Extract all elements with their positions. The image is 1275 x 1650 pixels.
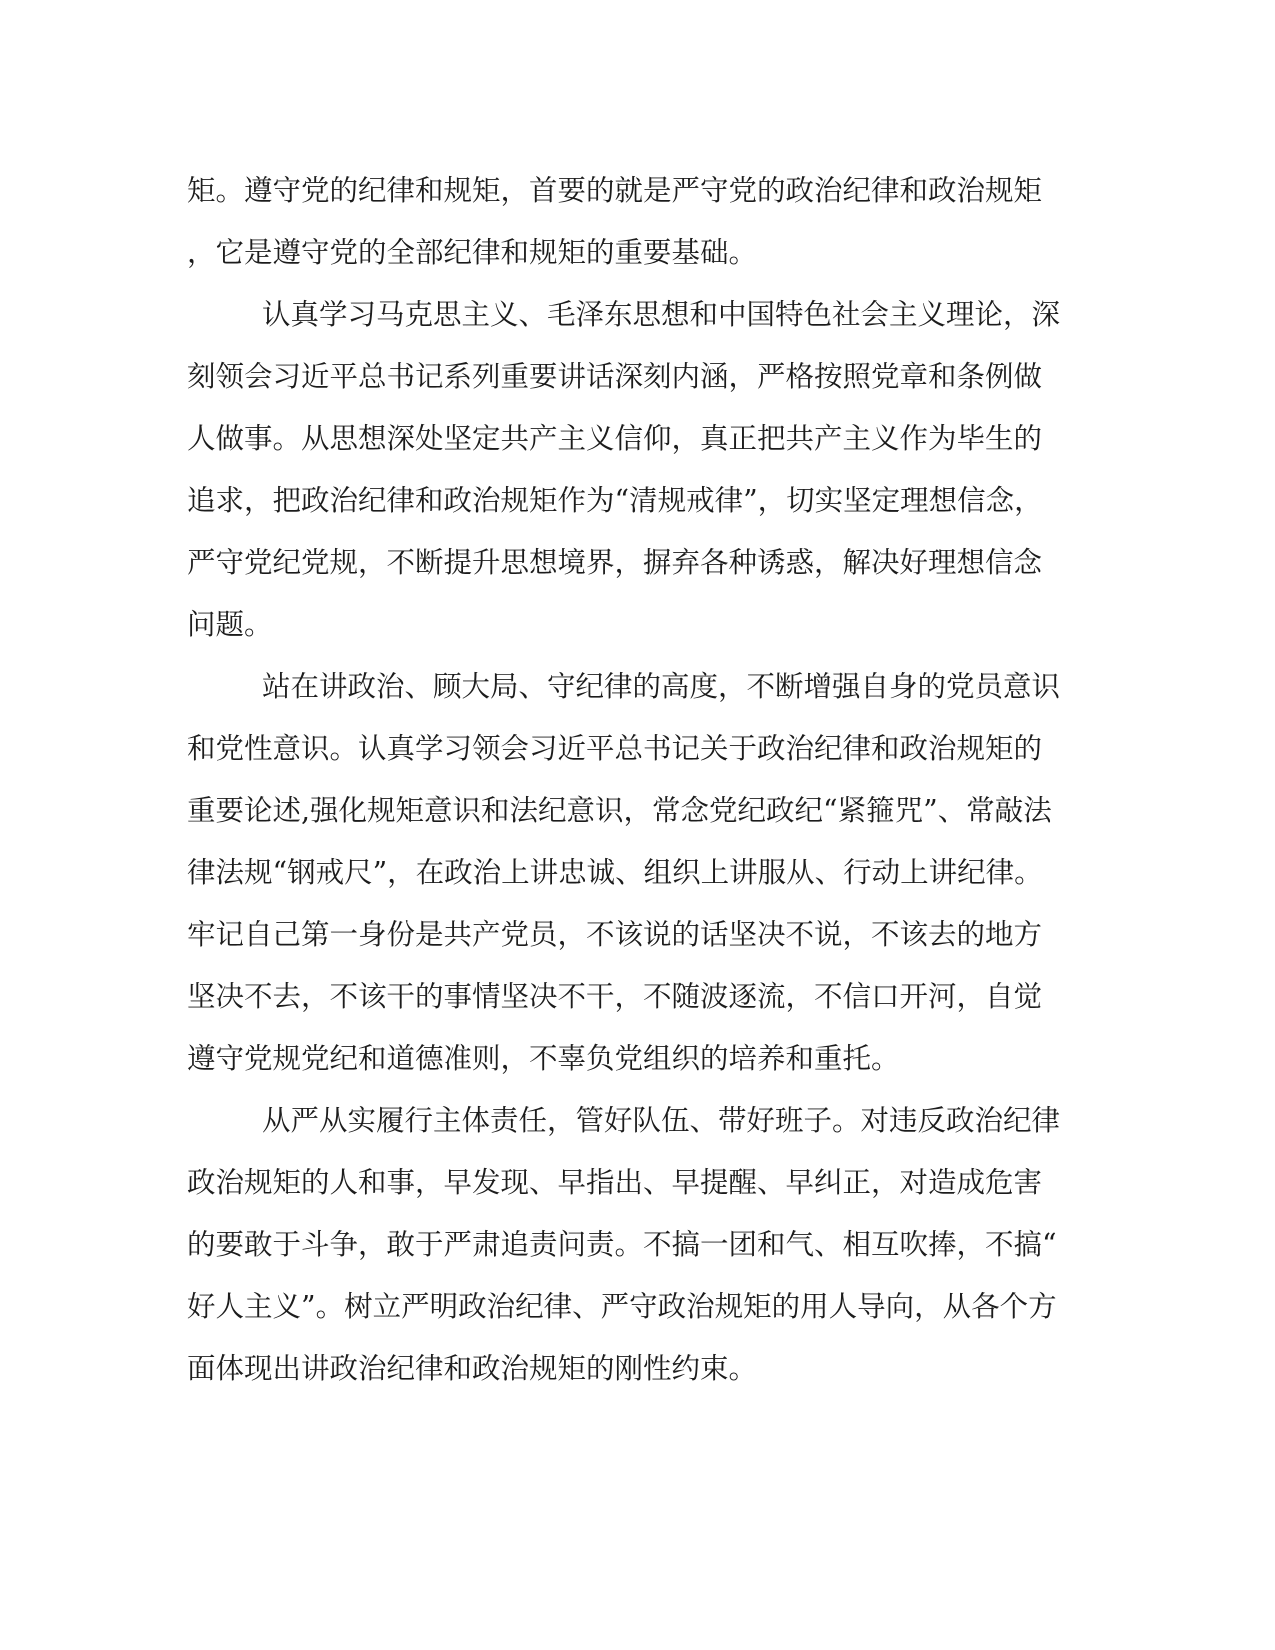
paragraph-2-line-6: 问题。: [187, 608, 273, 641]
paragraph-1-line-1: 矩。遵守党的纪律和规矩，首要的就是严守党的政治纪律和政治规矩: [187, 174, 1043, 207]
document-body: [187, 160, 1087, 1400]
paragraph-4-line-2: 政治规矩的人和事，早发现、早指出、早提醒、早纠正，对造成危害: [187, 1166, 1043, 1199]
paragraph-3-line-3: 重要论述,强化规矩意识和法纪意识，常念党纪政纪“紧箍咒”、常敲法: [187, 794, 1052, 827]
paragraph-3-line-6: 坚决不去，不该干的事情坚决不干，不随波逐流，不信口开河，自觉: [187, 980, 1043, 1013]
paragraph-3-line-4: 律法规“钢戒尺”，在政治上讲忠诚、组织上讲服从、行动上讲纪律。: [187, 856, 1043, 889]
paragraph-3-line-5: 牢记自己第一身份是共产党员，不该说的话坚决不说，不该去的地方: [187, 918, 1043, 951]
paragraph-2-line-2: 刻领会习近平总书记系列重要讲话深刻内涵，严格按照党章和条例做: [187, 360, 1043, 393]
paragraph-2-line-1: 认真学习马克思主义、毛泽东思想和中国特色社会主义理论，深: [262, 298, 1061, 331]
paragraph-2-line-5: 严守党纪党规，不断提升思想境界，摒弃各种诱惑，解决好理想信念: [187, 546, 1043, 579]
paragraph-3-line-2: 和党性意识。认真学习领会习近平总书记关于政治纪律和政治规矩的: [187, 732, 1043, 765]
paragraph-3-line-7: 遵守党规党纪和道德准则，不辜负党组织的培养和重托。: [187, 1042, 900, 1075]
paragraph-3-line-1: 站在讲政治、顾大局、守纪律的高度，不断增强自身的党员意识: [262, 670, 1061, 703]
paragraph-2-line-3: 人做事。从思想深处坚定共产主义信仰，真正把共产主义作为毕生的: [187, 422, 1043, 455]
paragraph-4-line-1: 从严从实履行主体责任，管好队伍、带好班子。对违反政治纪律: [262, 1104, 1061, 1137]
paragraph-2-line-4: 追求，把政治纪律和政治规矩作为“清规戒律”，切实坚定理想信念，: [187, 484, 1043, 517]
paragraph-1-line-2: ，它是遵守党的全部纪律和规矩的重要基础。: [187, 236, 758, 269]
paragraph-4-line-3: 的要敢于斗争，敢于严肃追责问责。不搞一团和气、相互吹捧，不搞“: [187, 1228, 1057, 1261]
paragraph-4-line-4: 好人主义”。树立严明政治纪律、严守政治规矩的用人导向，从各个方: [187, 1290, 1057, 1323]
paragraph-4-line-5: 面体现出讲政治纪律和政治规矩的刚性约束。: [187, 1352, 758, 1385]
